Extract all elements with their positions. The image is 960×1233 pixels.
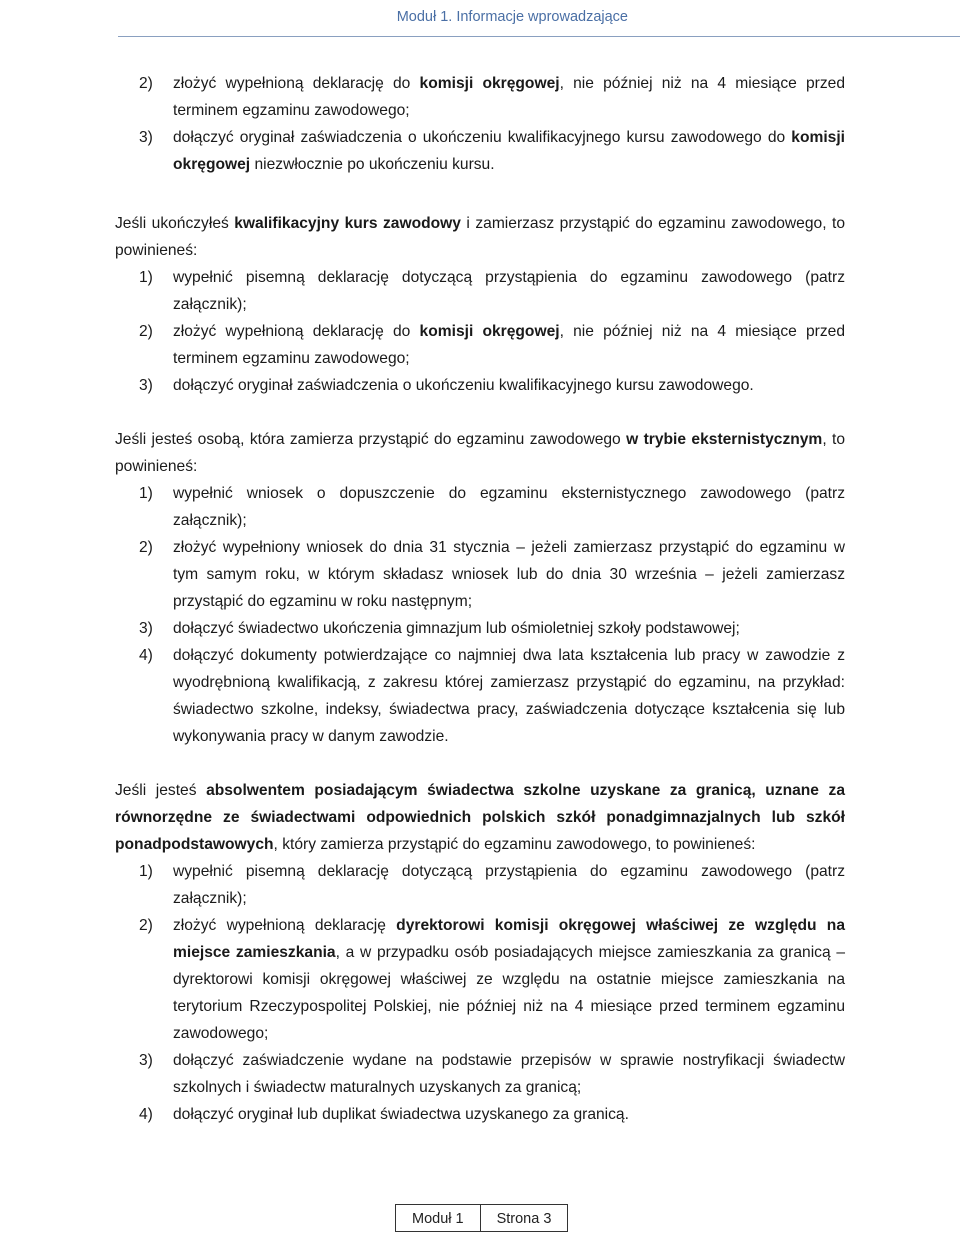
list-item-text: [173, 70, 845, 124]
text-run: , który zamierza przystąpić do egzaminu zawodowego, to powinieneś:: [273, 836, 756, 853]
bold-text: absolwentem posiadającym świadectwa szkolne uzyskane za granicą, uznane za równorzędne ze świadectwami odpowiednich polskich szkół ponadgimnazjalnych lub szkół ponadpodstawowych: [115, 782, 845, 853]
list-item-text: [173, 615, 845, 642]
footer-page-number: Strona 3: [481, 1204, 569, 1232]
list-item-number: 3): [139, 620, 153, 637]
section2-intro: [115, 426, 845, 480]
list-item: [115, 124, 845, 178]
list-item-text: [173, 1101, 845, 1128]
list-item-text: [173, 912, 845, 1047]
header-title: Moduł 1. Informacje wprowadzające: [396, 9, 628, 25]
list-item-text: [173, 318, 845, 372]
list-item-number: 2): [139, 75, 153, 92]
list-item-number: 2): [139, 539, 153, 556]
bold-text: kwalifikacyjny kurs zawodowy: [234, 215, 461, 232]
text-run: , nie później niż na 4 miesiące przed terminem egzaminu zawodowego;: [173, 323, 845, 367]
list-item-number: 1): [139, 485, 153, 502]
footer-module: Moduł 1: [395, 1204, 481, 1232]
bold-text: w trybie eksternistycznym: [626, 431, 823, 448]
document-body: [115, 70, 845, 1128]
list-item-number: 2): [139, 323, 153, 340]
list-item: [115, 318, 845, 372]
section1-intro: [115, 210, 845, 264]
list-item-number: 1): [139, 863, 153, 880]
text-run: złożyć wypełnioną deklarację do: [173, 75, 420, 92]
list-item-text: [173, 534, 845, 615]
text-run: Jeśli jesteś: [115, 782, 207, 799]
section1-list: [115, 264, 845, 399]
list-item-text: [173, 642, 845, 750]
list-item-text: [173, 124, 845, 178]
bold-text: komisji okręgowej: [173, 129, 845, 173]
bold-text: dyrektorowi komisji okręgowej właściwej ze względu na miejsce zamieszkania: [173, 917, 846, 961]
list-item: [115, 372, 845, 399]
list-item-number: 4): [139, 647, 153, 664]
text-run: złożyć wypełniony wniosek do dnia 31 stycznia – jeżeli zamierzasz przystąpić do egzaminu w tym samym roku, w którym składasz wniosek lub do dnia 30 września – jeżeli zamierzasz przystąpić do egzaminu w roku następnym;: [173, 539, 845, 610]
list-item: [115, 615, 845, 642]
text-run: i zamierzasz przystąpić do egzaminu zawodowego, to powinieneś:: [115, 215, 845, 259]
text-run: wypełnić pisemną deklarację dotyczącą przystąpienia do egzaminu zawodowego (patrz załącznik);: [173, 863, 845, 907]
text-run: niezwłocznie po ukończeniu kursu.: [250, 156, 495, 173]
text-run: wypełnić pisemną deklarację dotyczącą przystąpienia do egzaminu zawodowego (patrz załącznik);: [173, 269, 845, 313]
page-footer: [395, 1204, 568, 1232]
list-item: [115, 912, 845, 1047]
text-run: Jeśli ukończyłeś: [115, 215, 235, 232]
list-item: [115, 858, 845, 912]
list-item-number: 3): [139, 129, 153, 146]
list-item: [115, 642, 845, 750]
section3-intro: [115, 777, 845, 858]
section3-list: [115, 858, 845, 1128]
list-item-number: 3): [139, 377, 153, 394]
list-item-number: 2): [139, 917, 153, 934]
section2-list: [115, 480, 845, 750]
text-run: wypełnić wniosek o dopuszczenie do egzaminu eksternistycznego zawodowego (patrz załącznik);: [173, 485, 845, 529]
text-run: Jeśli jesteś osobą, która zamierza przystąpić do egzaminu zawodowego: [115, 431, 627, 448]
text-run: dołączyć oryginał zaświadczenia o ukończeniu kwalifikacyjnego kursu zawodowego.: [173, 377, 754, 394]
text-run: dołączyć oryginał zaświadczenia o ukończeniu kwalifikacyjnego kursu zawodowego do: [173, 129, 792, 146]
list-item-text: [173, 858, 845, 912]
list-item: [115, 70, 845, 124]
list-item: [115, 480, 845, 534]
text-run: , a w przypadku osób posiadających miejsce zamieszkania za granicą – dyrektorowi komisji okręgowej właściwej ze względu na ostatnie miejsce zamieszkania na terytorium Rzeczypospolitej Polskiej, nie później niż na 4 miesiące przed terminem egzaminu zawodowego;: [173, 944, 845, 1042]
list-item: [115, 264, 845, 318]
list-item-text: [173, 480, 845, 534]
list-item-text: [173, 264, 845, 318]
text-run: złożyć wypełnioną deklarację do: [173, 323, 420, 340]
list-item-text: [173, 372, 845, 399]
text-run: złożyć wypełnioną deklarację: [173, 917, 397, 934]
text-run: dołączyć dokumenty potwierdzające co najmniej dwa lata kształcenia lub pracy w zawodzie z wyodrębnioną kwalifikacją, z zakresu której zamierzasz przystąpić do egzaminu, na przykład: świadectwo szkolne, indeksy, świadectwa pracy, zaświadczenia dotyczące kształcenia się lub wykonywania pracy w danym zawodzie.: [173, 647, 845, 745]
list-item-text: [173, 1047, 845, 1101]
page-header: [118, 0, 960, 37]
list-item-number: 3): [139, 1052, 153, 1069]
bold-text: komisji okręgowej: [419, 75, 560, 92]
text-run: , nie później niż na 4 miesiące przed terminem egzaminu zawodowego;: [173, 75, 845, 119]
bold-text: komisji okręgowej: [419, 323, 560, 340]
text-run: dołączyć świadectwo ukończenia gimnazjum lub ośmioletniej szkoły podstawowej;: [173, 620, 740, 637]
list-item: [115, 1047, 845, 1101]
text-run: dołączyć zaświadczenie wydane na podstawie przepisów w sprawie nostryfikacji świadectw szkolnych i świadectw maturalnych uzyskanych za granicą;: [173, 1052, 845, 1096]
list-item-number: 1): [139, 269, 153, 286]
list-item: [115, 1101, 845, 1128]
text-run: , to powinieneś:: [115, 431, 846, 475]
list-item: [115, 534, 845, 615]
list-item-number: 4): [139, 1106, 153, 1123]
text-run: dołączyć oryginał lub duplikat świadectwa uzyskanego za granicą.: [173, 1106, 629, 1123]
top-list: [115, 70, 845, 178]
